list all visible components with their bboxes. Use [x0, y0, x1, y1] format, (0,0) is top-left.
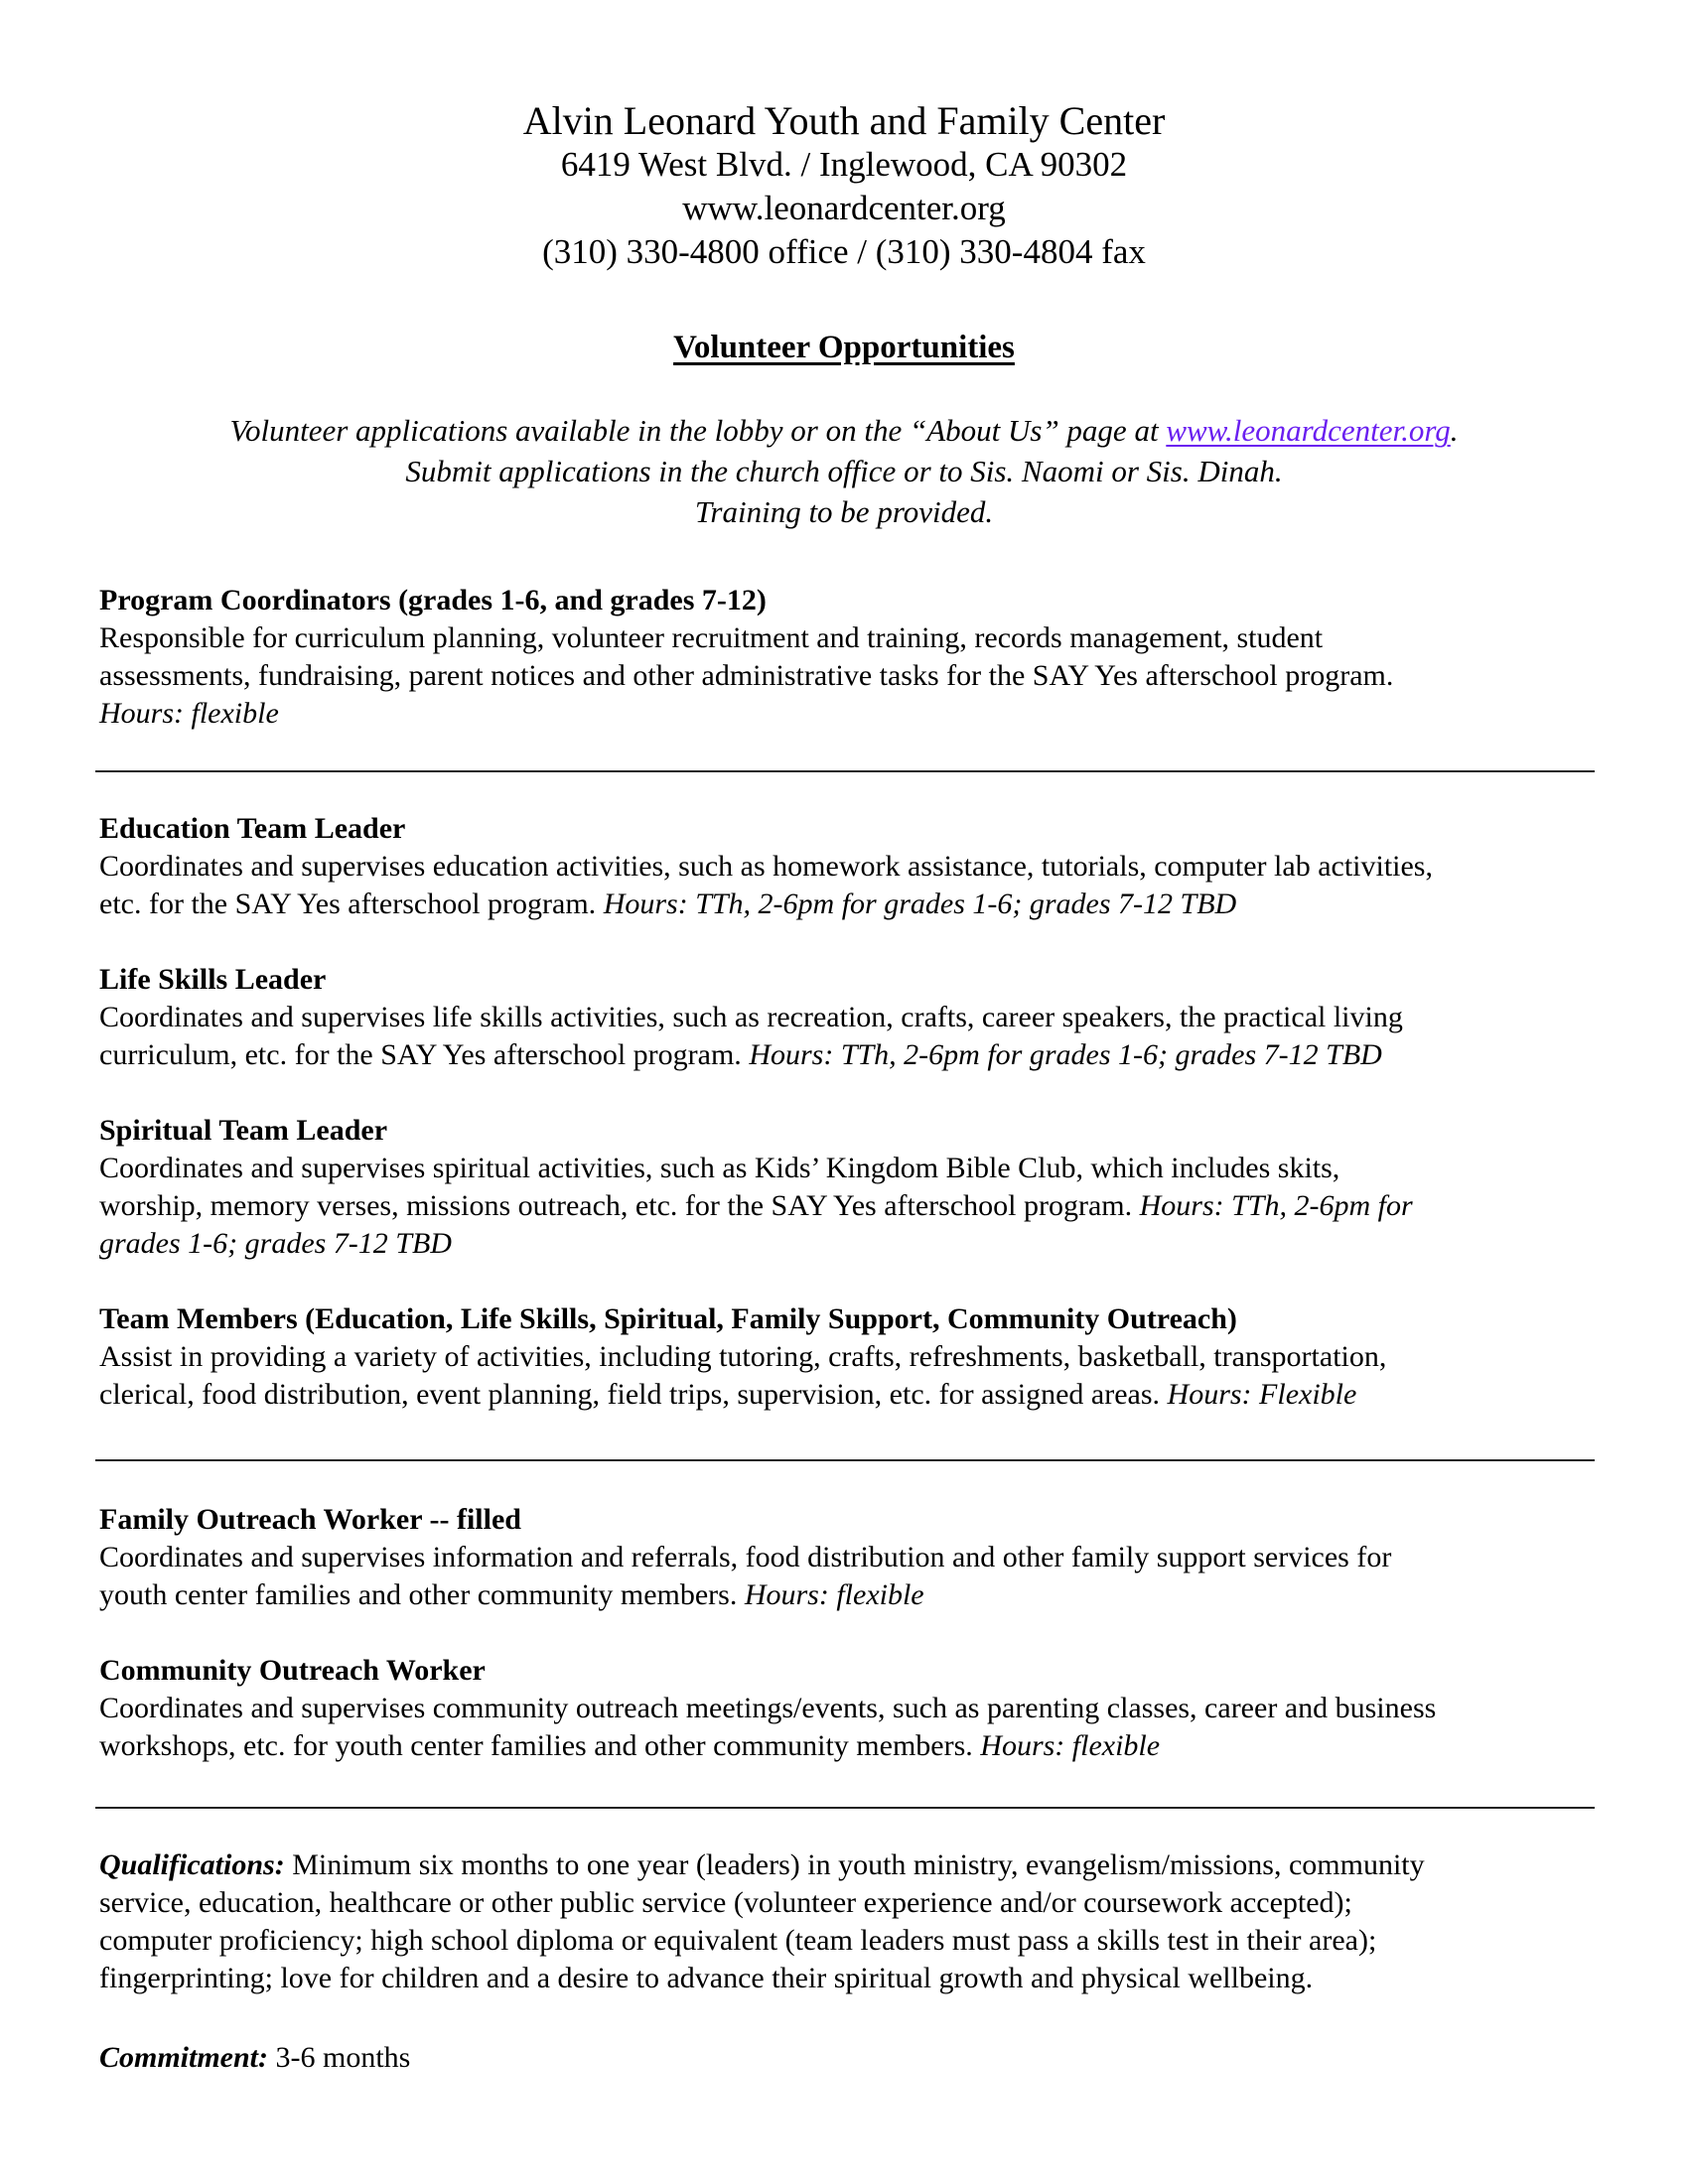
position-family-outreach-worker: [99, 1501, 1609, 1614]
position-hours: grades 1-6; grades 7-12 TBD: [99, 1227, 452, 1260]
position-hours: Hours: flexible: [99, 697, 279, 730]
position-title: Education Team Leader: [99, 812, 406, 845]
qualifications-label: Qualifications:: [99, 1848, 285, 1881]
position-desc-line: Assist in providing a variety of activities, including tutoring, crafts, refreshments, basketball, transportation,: [99, 1340, 1387, 1373]
position-life-skills-leader: [99, 961, 1609, 1074]
section-divider: [95, 1807, 1595, 1809]
position-team-members: [99, 1300, 1609, 1414]
position-desc-line: Coordinates and supervises life skills activities, such as recreation, crafts, career speakers, the practical living: [99, 1001, 1403, 1033]
qualifications-line: computer proficiency; high school diploma or equivalent (team leaders must pass a skills test in their area);: [99, 1924, 1377, 1957]
position-desc-line: youth center families and other community members. Hours: flexible: [99, 1578, 924, 1611]
intro-line-3: Training to be provided.: [694, 494, 994, 529]
position-title: Family Outreach Worker -- filled: [99, 1503, 521, 1536]
position-desc-line: worship, memory verses, missions outreach, etc. for the SAY Yes afterschool program. Hours: TTh, 2-6pm for: [99, 1189, 1413, 1222]
qualifications-line: Qualifications: Minimum six months to one year (leaders) in youth ministry, evangelism/missions, community: [99, 1848, 1425, 1881]
org-name: Alvin Leonard Youth and Family Center: [522, 98, 1166, 143]
position-desc-line: etc. for the SAY Yes afterschool program. Hours: TTh, 2-6pm for grades 1-6; grades 7-12 TBD: [99, 887, 1237, 920]
commitment-label: Commitment:: [99, 2041, 269, 2074]
position-desc-line: Coordinates and supervises education activities, such as homework assistance, tutorials, computer lab activities,: [99, 850, 1433, 883]
commitment-value: 3-6 months: [268, 2041, 411, 2074]
website-link[interactable]: www.leonardcenter.org: [1166, 413, 1451, 448]
position-desc-line: clerical, food distribution, event planning, field trips, supervision, etc. for assigned areas. Hours: Flexible: [99, 1378, 1357, 1411]
section-divider: [95, 770, 1595, 772]
org-website: www.leonardcenter.org: [682, 189, 1006, 227]
position-desc-line: Coordinates and supervises community outreach meetings/events, such as parenting classes, career and business: [99, 1692, 1437, 1724]
qualifications-line: fingerprinting; love for children and a desire to advance their spiritual growth and physical wellbeing.: [99, 1962, 1314, 1994]
intro-line-1: Volunteer applications available in the lobby or on the “About Us” page at www.leonardcenter.org.: [229, 413, 1459, 448]
qualifications-line: service, education, healthcare or other public service (volunteer experience and/or coursework accepted);: [99, 1886, 1352, 1919]
position-desc-line: curriculum, etc. for the SAY Yes afterschool program. Hours: TTh, 2-6pm for grades 1-6; grades 7-12 TBD: [99, 1038, 1382, 1071]
org-address: 6419 West Blvd. / Inglewood, CA 90302: [560, 145, 1128, 184]
position-title: Life Skills Leader: [99, 963, 327, 996]
position-community-outreach-worker: [99, 1652, 1609, 1765]
position-title: Spiritual Team Leader: [99, 1114, 388, 1147]
position-title: Program Coordinators (grades 1-6, and grades 7-12): [99, 584, 767, 616]
org-phone-fax: (310) 330-4800 office / (310) 330-4804 fax: [542, 232, 1146, 271]
commitment-section: [99, 2039, 1609, 2077]
position-desc-line: Responsible for curriculum planning, volunteer recruitment and training, records management, student: [99, 621, 1324, 654]
position-title: Team Members (Education, Life Skills, Spiritual, Family Support, Community Outreach): [99, 1302, 1237, 1335]
qualifications-section: [99, 1846, 1609, 1997]
position-spiritual-team-leader: [99, 1112, 1609, 1263]
intro-line-2: Submit applications in the church office or to Sis. Naomi or Sis. Dinah.: [405, 454, 1283, 488]
position-desc-line: workshops, etc. for youth center families and other community members. Hours: flexible: [99, 1729, 1161, 1762]
section-divider: [95, 1459, 1595, 1461]
position-education-team-leader: [99, 810, 1609, 923]
position-desc-line: Coordinates and supervises information and referrals, food distribution and other family support services for: [99, 1541, 1392, 1573]
page-title: Volunteer Opportunities: [673, 330, 1015, 365]
position-desc-line: assessments, fundraising, parent notices and other administrative tasks for the SAY Yes afterschool program.: [99, 659, 1394, 692]
position-program-coordinators: [99, 582, 1609, 733]
position-title: Community Outreach Worker: [99, 1654, 486, 1687]
position-desc-line: Coordinates and supervises spiritual activities, such as Kids’ Kingdom Bible Club, which includes skits,: [99, 1152, 1340, 1184]
